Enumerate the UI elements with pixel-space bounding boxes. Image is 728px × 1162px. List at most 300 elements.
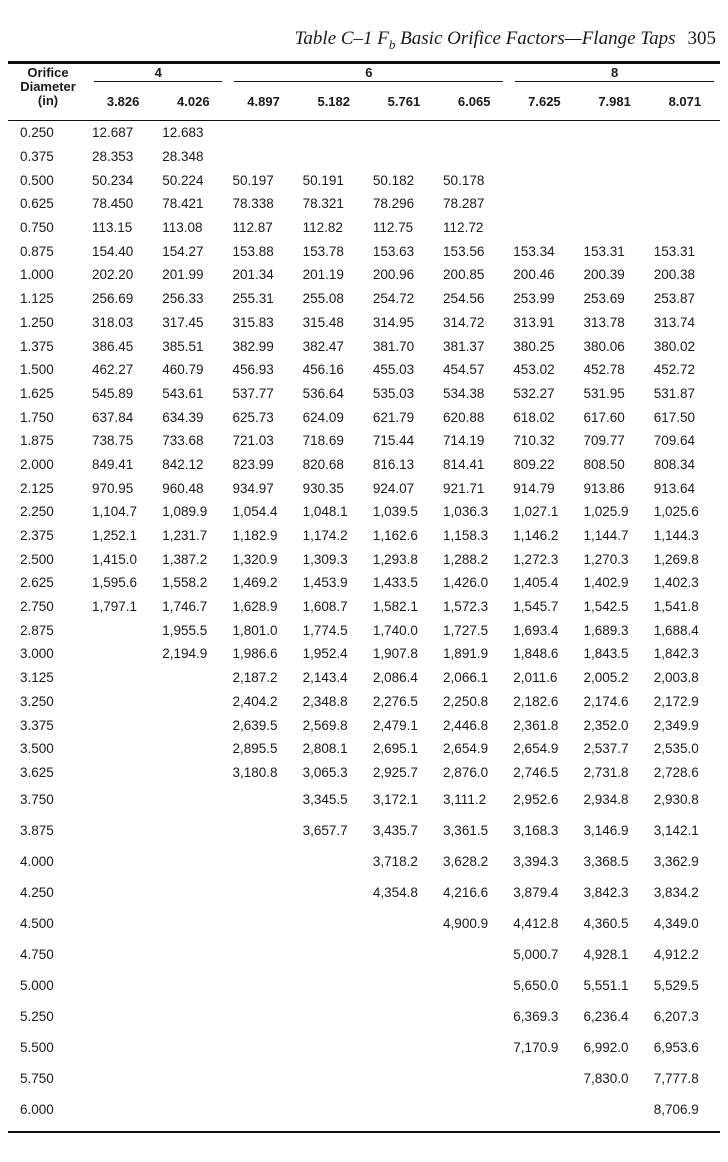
factor-cell: 1,608.7 — [302, 599, 348, 615]
orifice-diameter-cell: 5.000 — [20, 978, 54, 994]
group-header-4: 4 — [88, 66, 228, 82]
factor-cell — [228, 121, 298, 145]
table-row — [8, 524, 720, 548]
table-row — [8, 642, 720, 666]
orifice-diameter-cell: 3.125 — [20, 670, 54, 686]
factor-cell: 2,876.0 — [443, 764, 489, 780]
factor-cell: 1,288.2 — [443, 551, 489, 567]
factor-cell: 2,361.8 — [513, 717, 559, 733]
factor-cell — [580, 1094, 650, 1125]
table-row — [8, 168, 720, 192]
orifice-diameter-cell: 5.500 — [20, 1040, 54, 1056]
factor-cell: 78.338 — [232, 196, 274, 212]
table-row — [8, 382, 720, 406]
factor-cell — [299, 1032, 369, 1063]
factor-cell: 255.31 — [232, 291, 274, 307]
table-row — [8, 239, 720, 263]
factor-cell: 254.56 — [443, 291, 485, 307]
table-row — [8, 1063, 720, 1094]
factor-cell: 4,912.2 — [653, 947, 699, 963]
table-row — [8, 1032, 720, 1063]
factor-cell — [158, 877, 228, 908]
factor-cell: 201.19 — [302, 267, 344, 283]
factor-cell — [650, 145, 720, 169]
factor-cell: 718.69 — [302, 433, 344, 449]
orifice-diameter-cell: 0.250 — [20, 125, 54, 141]
factor-cell: 1,252.1 — [92, 528, 138, 544]
table-row — [8, 666, 720, 690]
factor-cell: 1,688.4 — [653, 622, 699, 638]
factor-cell — [369, 1063, 439, 1094]
factor-cell: 1,144.3 — [653, 528, 699, 544]
factor-cell: 7,170.9 — [513, 1040, 559, 1056]
factor-cell — [439, 1032, 509, 1063]
factor-cell: 382.99 — [232, 338, 274, 354]
factor-cell: 50.234 — [92, 172, 134, 188]
column-header-row — [8, 82, 720, 121]
factor-cell — [158, 970, 228, 1001]
factor-cell: 808.34 — [653, 456, 695, 472]
factor-cell — [650, 168, 720, 192]
factor-cell: 314.95 — [372, 314, 415, 330]
factor-cell: 202.20 — [92, 267, 134, 283]
factor-cell: 849.41 — [92, 456, 134, 472]
factor-cell — [228, 815, 298, 846]
table-row — [8, 500, 720, 524]
factor-cell: 256.69 — [92, 291, 134, 307]
factor-cell: 153.31 — [583, 243, 625, 259]
factor-cell: 537.77 — [232, 385, 274, 401]
factor-cell — [158, 761, 228, 785]
factor-cell — [439, 1063, 509, 1094]
factor-cell — [158, 737, 228, 761]
factor-cell: 1,089.9 — [162, 504, 208, 520]
factor-cell — [158, 784, 228, 815]
factor-cell: 3,628.2 — [443, 854, 489, 870]
factor-cell — [88, 713, 158, 737]
factor-cell — [509, 216, 579, 240]
factor-cell: 50.182 — [372, 172, 415, 188]
factor-cell: 1,572.3 — [443, 599, 489, 615]
factor-cell: 1,542.5 — [583, 599, 629, 615]
orifice-diameter-cell: 5.750 — [20, 1071, 54, 1087]
factor-cell: 112.82 — [302, 220, 343, 236]
factor-cell: 200.39 — [583, 267, 625, 283]
factor-cell: 2,479.1 — [372, 717, 418, 733]
factor-cell: 153.88 — [232, 243, 274, 259]
factor-cell — [158, 908, 228, 939]
factor-cell: 1,415.0 — [92, 551, 138, 567]
factor-cell: 200.85 — [443, 267, 485, 283]
factor-cell — [228, 1094, 298, 1125]
column-header: 5.761 — [369, 82, 439, 121]
factor-cell: 386.45 — [92, 338, 134, 354]
factor-cell: 12.687 — [92, 125, 134, 141]
factor-cell: 535.03 — [372, 385, 415, 401]
factor-cell: 3,142.1 — [653, 823, 699, 839]
factor-cell: 28.348 — [162, 149, 204, 165]
orifice-diameter-cell: 2.250 — [20, 504, 54, 520]
factor-cell: 3,435.7 — [372, 823, 418, 839]
table-row — [8, 287, 720, 311]
factor-cell: 3,879.4 — [513, 885, 559, 901]
factor-cell: 7,830.0 — [583, 1071, 629, 1087]
factor-cell — [158, 690, 228, 714]
factor-cell: 2,172.9 — [653, 693, 699, 709]
orifice-diameter-cell: 1.125 — [20, 291, 54, 307]
factor-cell — [88, 1032, 158, 1063]
factor-cell — [509, 168, 579, 192]
factor-cell: 313.78 — [583, 314, 625, 330]
orifice-diameter-cell: 2.625 — [20, 575, 54, 591]
factor-cell — [158, 1032, 228, 1063]
factor-cell: 1,405.4 — [513, 575, 559, 591]
factor-cell: 1,309.3 — [302, 551, 348, 567]
orifice-diameter-cell: 3.750 — [20, 792, 54, 808]
factor-cell — [228, 970, 298, 1001]
factor-cell — [158, 1094, 228, 1125]
orifice-diameter-cell: 1.250 — [20, 314, 54, 330]
factor-cell — [88, 877, 158, 908]
factor-cell: 2,731.8 — [583, 764, 629, 780]
factor-cell — [299, 1063, 369, 1094]
factor-cell: 1,174.2 — [302, 528, 348, 544]
factor-cell: 1,387.2 — [162, 551, 208, 567]
factor-cell: 153.34 — [513, 243, 555, 259]
factor-cell — [299, 145, 369, 169]
factor-cell — [88, 784, 158, 815]
factor-cell — [158, 1063, 228, 1094]
table-row — [8, 429, 720, 453]
factor-cell: 5,650.0 — [513, 978, 559, 994]
factor-cell: 4,412.8 — [513, 916, 559, 932]
factor-cell — [158, 1001, 228, 1032]
factor-cell: 534.38 — [443, 385, 485, 401]
factor-cell: 960.48 — [162, 480, 204, 496]
factor-cell: 1,048.1 — [302, 504, 348, 520]
factor-cell: 3,394.3 — [513, 854, 559, 870]
group-header-8: 8 — [509, 66, 720, 82]
factor-cell — [88, 666, 158, 690]
factor-cell: 253.99 — [513, 291, 555, 307]
factor-cell: 1,774.5 — [302, 622, 348, 638]
table-row — [8, 311, 720, 335]
factor-cell: 112.75 — [372, 220, 414, 236]
factor-cell: 738.75 — [92, 433, 134, 449]
factor-cell: 543.61 — [162, 385, 204, 401]
factor-cell — [228, 1032, 298, 1063]
page-header — [295, 28, 716, 53]
factor-cell — [369, 145, 439, 169]
factor-cell: 456.93 — [232, 362, 274, 378]
table-row — [8, 453, 720, 477]
factor-cell: 1,269.8 — [653, 551, 699, 567]
factor-cell — [509, 1063, 579, 1094]
factor-cell: 1,801.0 — [232, 622, 278, 638]
factor-cell: 385.51 — [162, 338, 204, 354]
factor-cell — [650, 192, 720, 216]
factor-cell: 820.68 — [302, 456, 344, 472]
table-row — [8, 476, 720, 500]
factor-cell: 1,843.5 — [583, 646, 629, 662]
factor-cell: 1,433.5 — [372, 575, 418, 591]
orifice-diameter-cell: 1.375 — [20, 338, 54, 354]
factor-cell: 3,345.5 — [302, 792, 348, 808]
factor-cell: 253.87 — [653, 291, 695, 307]
factor-cell — [439, 1094, 509, 1125]
factor-cell: 6,369.3 — [513, 1009, 559, 1025]
factor-cell: 3,718.2 — [372, 854, 418, 870]
factor-cell — [369, 121, 439, 145]
factor-cell — [88, 642, 158, 666]
factor-cell: 1,036.3 — [443, 504, 489, 520]
factor-cell — [439, 1001, 509, 1032]
factor-cell — [299, 846, 369, 877]
factor-cell: 809.22 — [513, 456, 555, 472]
factor-cell: 1,907.8 — [372, 646, 418, 662]
factor-cell: 317.45 — [162, 314, 204, 330]
factor-cell — [158, 846, 228, 877]
factor-cell: 914.79 — [513, 480, 555, 496]
factor-cell: 921.71 — [443, 480, 485, 496]
factor-cell: 7,777.8 — [653, 1071, 699, 1087]
factor-cell: 624.09 — [302, 409, 344, 425]
factor-cell: 456.16 — [302, 362, 344, 378]
orifice-diameter-cell: 0.750 — [20, 220, 54, 236]
factor-cell: 1,891.9 — [443, 646, 489, 662]
factor-cell: 6,953.6 — [653, 1040, 699, 1056]
orifice-diameter-cell: 3.875 — [20, 823, 54, 839]
bottom-rule — [8, 1131, 720, 1133]
factor-cell: 8,706.9 — [653, 1102, 699, 1118]
orifice-diameter-cell: 4.250 — [20, 885, 54, 901]
factor-cell: 816.13 — [372, 456, 415, 472]
factor-cell: 2,005.2 — [583, 670, 629, 686]
table-row — [8, 358, 720, 382]
factor-cell: 1,558.2 — [162, 575, 208, 591]
orifice-diameter-cell: 1.750 — [20, 409, 54, 425]
factor-cell: 1,402.9 — [583, 575, 629, 591]
factor-cell: 930.35 — [302, 480, 344, 496]
page-number: 305 — [687, 28, 716, 49]
factor-cell: 6,236.4 — [583, 1009, 629, 1025]
factor-cell: 2,066.1 — [443, 670, 489, 686]
factor-cell — [650, 121, 720, 145]
orifice-diameter-cell: 4.000 — [20, 854, 54, 870]
factor-cell: 5,000.7 — [513, 947, 559, 963]
factor-cell: 1,797.1 — [92, 599, 138, 615]
factor-cell: 715.44 — [372, 433, 415, 449]
orifice-diameter-cell: 2.375 — [20, 528, 54, 544]
factor-cell: 625.73 — [232, 409, 274, 425]
factor-cell: 462.27 — [92, 362, 134, 378]
factor-cell: 2,086.4 — [372, 670, 418, 686]
factor-cell — [439, 970, 509, 1001]
factor-cell: 1,848.6 — [513, 646, 559, 662]
top-rule — [8, 61, 720, 64]
factor-cell: 2,352.0 — [583, 717, 629, 733]
table-row — [8, 939, 720, 970]
factor-cell — [439, 939, 509, 970]
factor-cell: 4,900.9 — [443, 916, 489, 932]
factor-cell — [228, 846, 298, 877]
factor-cell: 621.79 — [372, 409, 415, 425]
factor-cell: 618.02 — [513, 409, 555, 425]
factor-cell: 2,011.6 — [513, 670, 558, 686]
factor-cell: 3,172.1 — [372, 792, 418, 808]
factor-cell: 4,360.5 — [583, 916, 629, 932]
factor-cell: 2,276.5 — [372, 693, 418, 709]
factor-cell: 4,928.1 — [583, 947, 629, 963]
factor-cell: 3,361.5 — [443, 823, 489, 839]
factor-cell: 1,025.9 — [583, 504, 629, 520]
factor-cell — [228, 1063, 298, 1094]
factor-cell — [228, 145, 298, 169]
column-header: 5.182 — [299, 82, 369, 121]
factor-cell — [299, 908, 369, 939]
factor-cell: 3,842.3 — [583, 885, 629, 901]
factor-cell: 153.63 — [372, 243, 415, 259]
factor-cell: 721.03 — [232, 433, 274, 449]
factor-cell — [650, 216, 720, 240]
factor-cell: 78.421 — [162, 196, 204, 212]
column-header: 6.065 — [439, 82, 509, 121]
factor-cell: 1,842.3 — [653, 646, 699, 662]
factor-cell: 2,348.8 — [302, 693, 348, 709]
orifice-diameter-cell: 0.375 — [20, 149, 54, 165]
factor-cell: 545.89 — [92, 385, 134, 401]
orifice-diameter-cell: 3.375 — [20, 717, 54, 733]
factor-cell: 2,446.8 — [443, 717, 489, 733]
orifice-diameter-cell: 3.500 — [20, 741, 54, 757]
factor-cell — [369, 1032, 439, 1063]
factor-cell: 1,469.2 — [232, 575, 278, 591]
factor-cell — [580, 216, 650, 240]
factor-cell: 617.60 — [583, 409, 625, 425]
factor-cell: 112.72 — [443, 220, 484, 236]
factor-cell: 1,320.9 — [232, 551, 278, 567]
factor-cell: 1,628.9 — [232, 599, 278, 615]
factor-cell: 256.33 — [162, 291, 204, 307]
factor-cell: 823.99 — [232, 456, 274, 472]
column-header: 3.826 — [88, 82, 158, 121]
factor-cell: 2,194.9 — [162, 646, 208, 662]
table-row — [8, 737, 720, 761]
factor-cell: 200.38 — [653, 267, 695, 283]
factor-cell: 1,182.9 — [232, 528, 278, 544]
factor-cell: 637.84 — [92, 409, 134, 425]
factor-cell — [580, 168, 650, 192]
factor-cell: 2,250.8 — [443, 693, 489, 709]
factor-cell: 913.64 — [653, 480, 695, 496]
factor-cell: 2,654.9 — [443, 741, 489, 757]
factor-cell — [88, 690, 158, 714]
factor-cell — [509, 1094, 579, 1125]
factor-cell: 254.72 — [372, 291, 415, 307]
factor-cell — [509, 145, 579, 169]
factor-cell: 255.08 — [302, 291, 344, 307]
orifice-diameter-cell: 0.500 — [20, 172, 54, 188]
factor-cell: 4,354.8 — [372, 885, 418, 901]
factor-cell: 452.78 — [583, 362, 625, 378]
factor-cell: 4,349.0 — [653, 916, 699, 932]
factor-cell: 2,925.7 — [372, 764, 418, 780]
factor-cell: 1,158.3 — [443, 528, 489, 544]
factor-cell: 3,657.7 — [302, 823, 348, 839]
orifice-diameter-cell: 4.750 — [20, 947, 54, 963]
factor-cell: 1,402.3 — [653, 575, 699, 591]
table-row — [8, 784, 720, 815]
table-row — [8, 571, 720, 595]
orifice-diameter-cell: 0.625 — [20, 196, 54, 212]
orifice-diameter-cell: 2.875 — [20, 622, 54, 638]
factor-cell: 1,955.5 — [162, 622, 208, 638]
orifice-diameter-cell: 2.750 — [20, 599, 54, 615]
factor-cell — [299, 1094, 369, 1125]
factor-cell: 617.50 — [653, 409, 695, 425]
orifice-diameter-cell: 2.000 — [20, 456, 54, 472]
factor-cell — [299, 1001, 369, 1032]
orifice-diameter-cell: 3.250 — [20, 693, 54, 709]
factor-cell — [369, 908, 439, 939]
factor-cell: 913.86 — [583, 480, 625, 496]
factor-cell: 1,272.3 — [513, 551, 559, 567]
factor-cell: 154.40 — [92, 243, 134, 259]
factor-cell: 3,168.3 — [513, 823, 559, 839]
factor-cell: 2,952.6 — [513, 792, 559, 808]
factor-cell: 814.41 — [443, 456, 485, 472]
factor-cell: 1,693.4 — [513, 622, 559, 638]
table-body — [8, 121, 720, 1126]
factor-cell: 381.70 — [372, 338, 415, 354]
factor-cell: 2,728.6 — [653, 764, 699, 780]
factor-cell: 380.25 — [513, 338, 555, 354]
factor-cell: 1,689.3 — [583, 622, 629, 638]
factor-cell — [369, 1001, 439, 1032]
orifice-diameter-header: Orifice Diameter (in) — [8, 66, 88, 121]
factor-cell: 1,231.7 — [162, 528, 208, 544]
factor-cell — [88, 970, 158, 1001]
factor-cell: 200.96 — [372, 267, 415, 283]
factor-cell: 5,529.5 — [653, 978, 699, 994]
factor-cell: 5,551.1 — [583, 978, 629, 994]
factor-cell: 536.64 — [302, 385, 344, 401]
table-row — [8, 877, 720, 908]
factor-cell — [369, 1094, 439, 1125]
factor-cell — [88, 761, 158, 785]
orifice-diameter-cell: 2.125 — [20, 480, 54, 496]
factor-cell: 153.31 — [653, 243, 695, 259]
factor-cell: 1,293.8 — [372, 551, 418, 567]
factor-cell — [228, 908, 298, 939]
factor-cell: 2,569.8 — [302, 717, 348, 733]
factor-cell: 314.72 — [443, 314, 485, 330]
factor-cell: 78.450 — [92, 196, 134, 212]
factor-cell — [88, 846, 158, 877]
factor-cell — [88, 939, 158, 970]
factor-cell: 1,162.6 — [372, 528, 418, 544]
factor-cell: 620.88 — [443, 409, 485, 425]
factor-cell: 3,362.9 — [653, 854, 699, 870]
factor-cell: 634.39 — [162, 409, 204, 425]
column-header: 8.071 — [650, 82, 720, 121]
factor-cell: 2,746.5 — [513, 764, 559, 780]
factor-cell: 1,595.6 — [92, 575, 138, 591]
factor-cell — [580, 192, 650, 216]
orifice-factors-table — [8, 66, 720, 1125]
table-row — [8, 761, 720, 785]
factor-cell: 2,349.9 — [653, 717, 699, 733]
